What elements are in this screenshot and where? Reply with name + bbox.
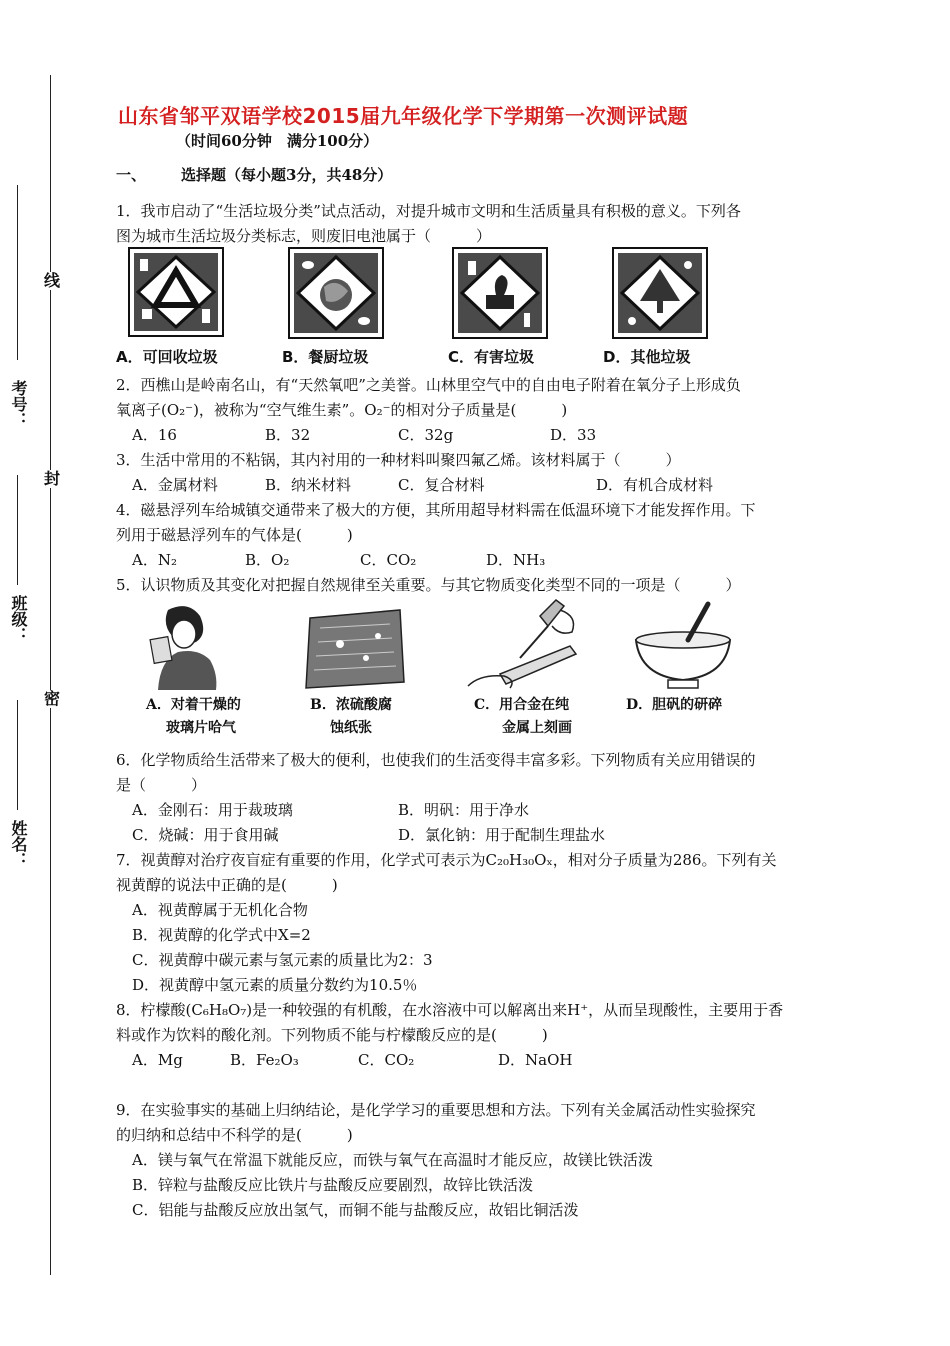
name-label: 姓名： bbox=[9, 820, 28, 868]
q9-option-c: C．铝能与盐酸反应放出氢气，而铜不能与盐酸反应，故铝比铜活泼 bbox=[132, 1201, 579, 1219]
q7-option-b: B．视黄醇的化学式中X=2 bbox=[132, 926, 311, 944]
q1-option-d: D．其他垃圾 bbox=[603, 348, 691, 366]
exam-number-blank bbox=[17, 185, 18, 360]
q2-stem-line1: 2．西樵山是岭南名山，有“天然氧吧”之美誉。山林里空气中的自由电子附着在氧分子上形成负 bbox=[116, 376, 741, 394]
q4-stem-line1: 4．磁悬浮列车给城镇交通带来了极大的方便，其所用超导材料需在低温环境下才能发挥作用。下 bbox=[116, 501, 756, 519]
q1-stem-line1: 1．我市启动了“生活垃圾分类”试点活动，对提升城市文明和生活质量具有积极的意义。下列各 bbox=[116, 202, 741, 220]
q5-option-d-line1: D．胆矾的研碎 bbox=[626, 697, 723, 713]
q7-option-d: D．视黄醇中氢元素的质量分数约为10.5％ bbox=[132, 976, 418, 994]
q8-option-c: C．CO₂ bbox=[358, 1051, 415, 1069]
q5-option-a-line2: 玻璃片哈气 bbox=[166, 720, 236, 736]
q8-stem-line1: 8．柠檬酸(C₆H₈O₇)是一种较强的有机酸，在水溶液中可以解离出来H⁺，从而呈现酸性，主要用于香 bbox=[116, 1001, 784, 1019]
q2-option-b: B．32 bbox=[265, 426, 311, 444]
section-heading bbox=[116, 164, 392, 185]
q4-option-b: B．O₂ bbox=[245, 551, 290, 569]
q5-option-b-line2: 蚀纸张 bbox=[330, 720, 372, 736]
q2-option-d: D．33 bbox=[550, 426, 597, 444]
q1-option-a: A．可回收垃圾 bbox=[116, 348, 218, 366]
q2-stem-line2: 氧离子(O₂⁻)，被称为“空气维生素”。O₂⁻的相对分子质量是( ) bbox=[116, 401, 568, 419]
margin-char-mi: 密 bbox=[44, 689, 61, 708]
q3-option-a: A．金属材料 bbox=[132, 476, 218, 494]
q2-option-c: C．32g bbox=[398, 426, 454, 444]
food-waste-sign-icon bbox=[288, 247, 384, 339]
q7-option-c: C．视黄醇中碳元素与氢元素的质量比为2：3 bbox=[132, 951, 433, 969]
q7-option-a: A．视黄醇属于无机化合物 bbox=[132, 901, 308, 919]
alloy-scratching-icon bbox=[460, 596, 590, 694]
q8-option-d: D．NaOH bbox=[498, 1051, 573, 1069]
margin-char-feng: 封 bbox=[44, 469, 61, 488]
q5-option-b-line1: B．浓硫酸腐 bbox=[310, 697, 392, 713]
q1-option-c: C．有害垃圾 bbox=[448, 348, 535, 366]
q6-option-d: D．氯化钠：用于配制生理盐水 bbox=[398, 826, 606, 844]
q5-option-c-line1: C．用合金在纯 bbox=[474, 697, 570, 713]
q4-stem-line2: 列用于磁悬浮列车的气体是( ) bbox=[116, 526, 353, 544]
q6-option-a: A．金刚石：用于裁玻璃 bbox=[132, 801, 293, 819]
q6-stem-line1: 6．化学物质给生活带来了极大的便利，也使我们的生活变得丰富多彩。下列物质有关应用错误的 bbox=[116, 751, 756, 769]
hazardous-waste-sign-icon bbox=[452, 247, 548, 339]
q1-stem-line2: 图为城市生活垃圾分类标志，则废旧电池属于（ ） bbox=[116, 227, 492, 245]
q5-option-c-line2: 金属上刻画 bbox=[502, 720, 572, 736]
q3-stem-line1: 3．生活中常用的不粘锅，其内衬用的一种材料叫聚四氟乙烯。该材料属于（ ） bbox=[116, 451, 681, 469]
q8-option-b: B．Fe₂O₃ bbox=[230, 1051, 299, 1069]
binding-line bbox=[50, 75, 51, 1275]
q3-option-b: B．纳米材料 bbox=[265, 476, 352, 494]
q3-option-d: D．有机合成材料 bbox=[596, 476, 714, 494]
q6-option-c: C．烧碱：用于食用碱 bbox=[132, 826, 279, 844]
q4-option-d: D．NH₃ bbox=[486, 551, 546, 569]
q4-option-a: A．N₂ bbox=[132, 551, 177, 569]
mortar-and-pestle-icon bbox=[628, 600, 738, 692]
q2-option-a: A．16 bbox=[132, 426, 177, 444]
q4-option-c: C．CO₂ bbox=[360, 551, 417, 569]
girl-breathing-on-glass-icon bbox=[138, 600, 228, 692]
corroded-paper-icon bbox=[300, 608, 410, 690]
q7-stem-line2: 视黄醇的说法中正确的是( ) bbox=[116, 876, 338, 894]
class-label: 班级： bbox=[9, 595, 28, 643]
page-title: 山东省邹平双语学校2015届九年级化学下学期第一次测评试题 bbox=[118, 104, 689, 128]
recyclable-sign-icon bbox=[128, 247, 224, 337]
class-blank bbox=[17, 475, 18, 585]
q9-stem-line1: 9．在实验事实的基础上归纳结论，是化学学习的重要思想和方法。下列有关金属活动性实验探究 bbox=[116, 1101, 756, 1119]
q5-option-a-line1: A．对着干燥的 bbox=[146, 697, 241, 713]
q6-option-b: B．明矾：用于净水 bbox=[398, 801, 530, 819]
exam-number-label: 考号： bbox=[9, 380, 28, 428]
q3-option-c: C．复合材料 bbox=[398, 476, 485, 494]
q6-stem-line2: 是（ ） bbox=[116, 776, 207, 794]
margin-char-xian: 线 bbox=[44, 271, 61, 290]
q8-option-a: A．Mg bbox=[132, 1051, 183, 1069]
section-title: 选择题（每小题3分，共48分） bbox=[181, 166, 393, 184]
name-blank bbox=[17, 700, 18, 810]
q7-stem-line1: 7．视黄醇对治疗夜盲症有重要的作用，化学式可表示为C₂₀H₃₀Oₓ，相对分子质量为286。下列有关 bbox=[116, 851, 777, 869]
section-number: 一、 bbox=[116, 166, 147, 184]
q5-stem-line1: 5．认识物质及其变化对把握自然规律至关重要。与其它物质变化类型不同的一项是（ ） bbox=[116, 576, 741, 594]
q9-option-b: B．锌粒与盐酸反应比铁片与盐酸反应要剧烈，故锌比铁活泼 bbox=[132, 1176, 534, 1194]
q9-option-a: A．镁与氧气在常温下就能反应，而铁与氧气在高温时才能反应，故镁比铁活泼 bbox=[132, 1151, 653, 1169]
other-waste-sign-icon bbox=[612, 247, 708, 339]
q8-stem-line2: 料或作为饮料的酸化剂。下列物质不能与柠檬酸反应的是( ) bbox=[116, 1026, 548, 1044]
q9-stem-line2: 的归纳和总结中不科学的是( ) bbox=[116, 1126, 353, 1144]
q1-option-b: B．餐厨垃圾 bbox=[282, 348, 369, 366]
exam-subtitle: （时间60分钟 满分100分） bbox=[176, 132, 379, 150]
